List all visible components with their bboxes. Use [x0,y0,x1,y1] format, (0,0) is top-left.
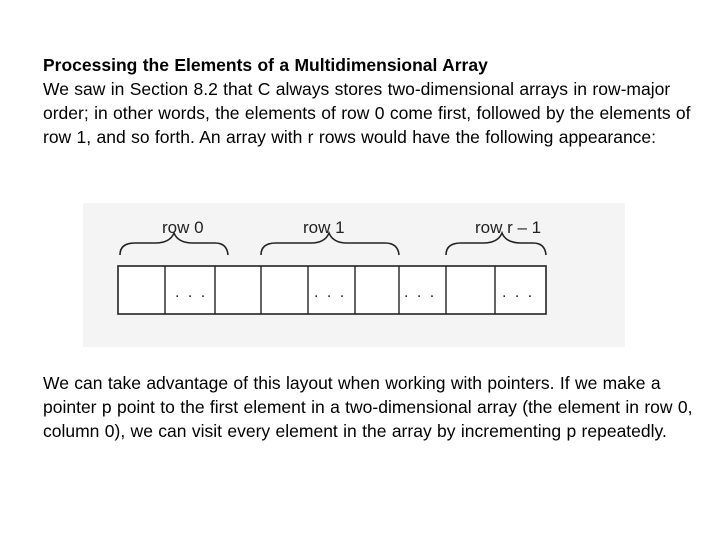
row-1-ellipsis: . . . [314,284,347,301]
row-0-ellipsis: . . . [175,284,208,301]
section-heading: Processing the Elements of a Multidimensional Array [43,55,488,75]
row-r-minus-1-label: row r – 1 [475,218,542,237]
pointer-text-block [43,371,703,443]
row-r-minus-1-ellipsis: . . . [502,284,535,301]
intro-paragraph: We saw in Section 8.2 that C always stores two-dimensional arrays in row-major order; in other words, the elements of row 0 come first, followed by the elements of row 1, and so forth. An array with r rows would have the following appearance: [43,79,691,147]
between-rows-ellipsis: . . . [404,284,437,301]
row-1-label: row 1 [303,218,345,237]
intro-text-block [43,53,703,149]
pointer-paragraph: We can take advantage of this layout when working with pointers. If we make a pointer p point to the first element in a two-dimensional array (the element in row 0, column 0), we can visit every element in the array by incrementing p repeatedly. [43,373,693,441]
row-0-label: row 0 [162,218,204,237]
row-major-array-figure [83,203,625,347]
array-layout-diagram [83,203,625,347]
